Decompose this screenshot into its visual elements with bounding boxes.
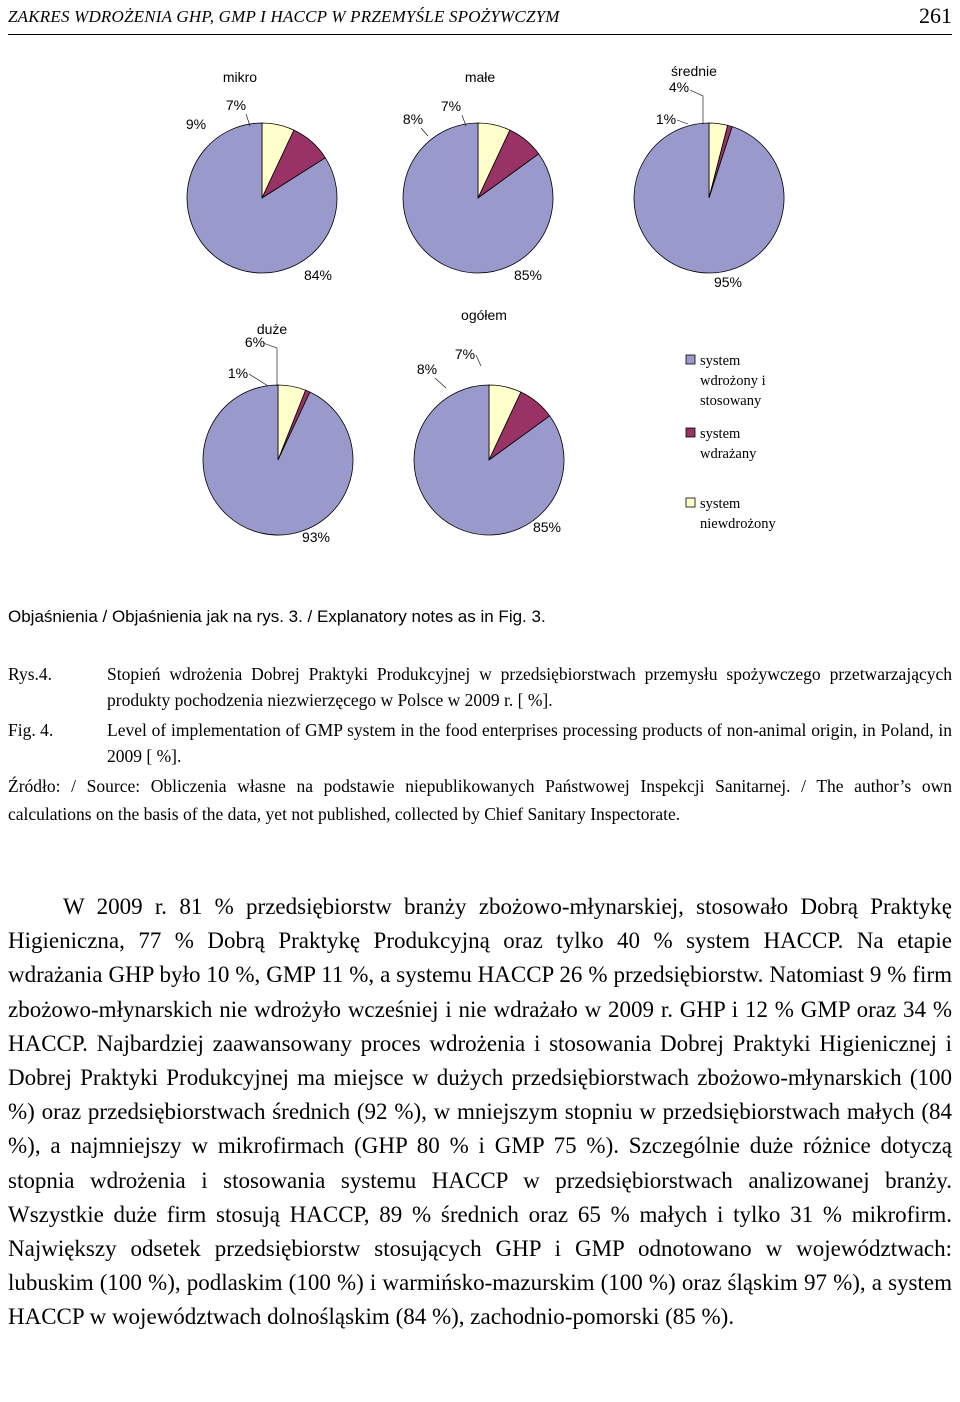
legend-label: wdrażany bbox=[700, 446, 757, 462]
pie-title: małe bbox=[464, 69, 496, 85]
legend-label: wdrożony i bbox=[700, 373, 766, 389]
pie-charts-figure bbox=[0, 0, 960, 600]
page-number: 261 bbox=[919, 3, 952, 28]
legend-swatch bbox=[686, 498, 695, 507]
pie-title: ogółem bbox=[461, 307, 507, 323]
leader-line bbox=[476, 355, 481, 366]
pie-slice bbox=[203, 385, 353, 535]
body-paragraph: W 2009 r. 81 % przedsiębiorstw branży zbożowo-młynarskiej, stosowało Dobrą Praktykę Higieniczna, 77 % Dobrą Praktykę Produkcyjną oraz tylko 40 % system HACCP. Na etapie wdrażania GHP było 10 %, GMP 11 %, a systemu HACCP 26 % przedsiębiorstw. Natomiast 9 % firm zbożowo-młynarskich nie wdrożyło wcześniej i nie wdrażało w 2009 r. GHP i 12 % GMP oraz 34 % HACCP. Najbardziej zaawansowany proces wdrożenia i stosowania Dobrej Praktyki Higienicznej i Dobrej Praktyki Produkcyjnej ma miejsce w dużych przedsiębiorstwach zbożowo-młynarskich (100 %) oraz przedsiębiorstwach średnich (92 %), w mniejszym stopniu w przedsiębiorstwach małych (84 %), a najmniejszy w mikrofirmach (GHP 80 % i GMP 75 %). Szczególnie duże różnice dotyczą stopnia wdrożenia i stosowania systemu HACCP w przedsiębiorstwach analizowanej branży. Wszystkie duże firm stosują HACCP, 89 % średnich oraz 65 % małych i tylko 31 % mikrofirm. Największy odsetek przedsiębiorstw stosujących GHP i GMP odnotowano w województwach: lubuskim (100 %), podlaskim (100 %) i warmińsko-mazurskim (100 %) oraz śląskim 97 %), a system HACCP w województwach dolnośląskim (84 %), zachodnio-pomorski (85 %). bbox=[8, 894, 952, 1330]
pie-chart-4 bbox=[203, 321, 353, 545]
header-title: ZAKRES WDROŻENIA GHP, GMP I HACCP W PRZEMYŚLE SPOŻYWCZYM bbox=[8, 7, 560, 26]
caption-en-text: Level of implementation of GMP system in the food enterprises processing products of non-animal origin, in Poland, in 2009 [ %]. bbox=[107, 720, 952, 766]
legend-label: system bbox=[700, 496, 741, 512]
slice-label: 8% bbox=[402, 111, 424, 127]
caption-en bbox=[8, 717, 952, 769]
slice-label: 8% bbox=[416, 361, 438, 377]
caption-en-label: Fig. 4. bbox=[8, 720, 54, 740]
legend-label: niewdrożony bbox=[700, 516, 776, 532]
slice-label: 1% bbox=[655, 111, 677, 127]
caption-pl-label: Rys.4. bbox=[8, 664, 53, 684]
caption-pl bbox=[8, 661, 952, 713]
slice-label: 85% bbox=[532, 519, 562, 535]
caption-pl-text: Stopień wdrożenia Dobrej Praktyki Produkcyjnej w przedsiębiorstwach przemysłu spożywczego przetwarzających produkty pochodzenia niezwierzęcego w Polsce w 2009 r. [ %]. bbox=[107, 664, 952, 710]
leader-line bbox=[421, 128, 428, 136]
pie-slice bbox=[634, 123, 784, 273]
legend-label: system bbox=[700, 353, 741, 369]
slice-label: 7% bbox=[225, 97, 247, 113]
pie-chart-2 bbox=[403, 69, 553, 283]
figure-notes: Objaśnienia / Objaśnienia jak na rys. 3. / Explanatory notes as in Fig. 3. bbox=[8, 607, 546, 626]
slice-label: 6% bbox=[244, 334, 266, 350]
slice-label: 7% bbox=[454, 346, 476, 362]
pie-title: średnie bbox=[671, 63, 717, 79]
pie-chart-3 bbox=[634, 63, 784, 290]
leader-line bbox=[249, 374, 268, 386]
slice-label: 95% bbox=[713, 274, 743, 290]
figure-source: Źródło: / Source: Obliczenia własne na podstawie niepublikowanych Państwowej Inspekcji Sanitarnej. / The author’s own calculations on the basis of the data, yet not published, collected by Chief Sanitary Inspectorate. bbox=[8, 776, 952, 824]
pie-chart-1 bbox=[186, 69, 337, 283]
legend-swatch bbox=[686, 428, 695, 437]
pie-title: mikro bbox=[222, 69, 258, 85]
slice-label: 9% bbox=[185, 116, 207, 132]
slice-label: 93% bbox=[301, 529, 331, 545]
slice-label: 7% bbox=[440, 98, 462, 114]
legend bbox=[686, 353, 776, 532]
slice-label: 1% bbox=[227, 365, 249, 381]
leader-line bbox=[690, 90, 703, 124]
legend-label: stosowany bbox=[700, 393, 762, 409]
slice-label: 84% bbox=[303, 267, 333, 283]
pie-chart-5 bbox=[414, 307, 564, 535]
legend-swatch bbox=[686, 355, 695, 364]
leader-line bbox=[435, 378, 446, 388]
slice-label: 85% bbox=[513, 267, 543, 283]
slice-label: 4% bbox=[668, 79, 690, 95]
leader-line bbox=[677, 120, 688, 124]
pie-title: duże bbox=[256, 321, 288, 337]
legend-label: system bbox=[700, 426, 741, 442]
